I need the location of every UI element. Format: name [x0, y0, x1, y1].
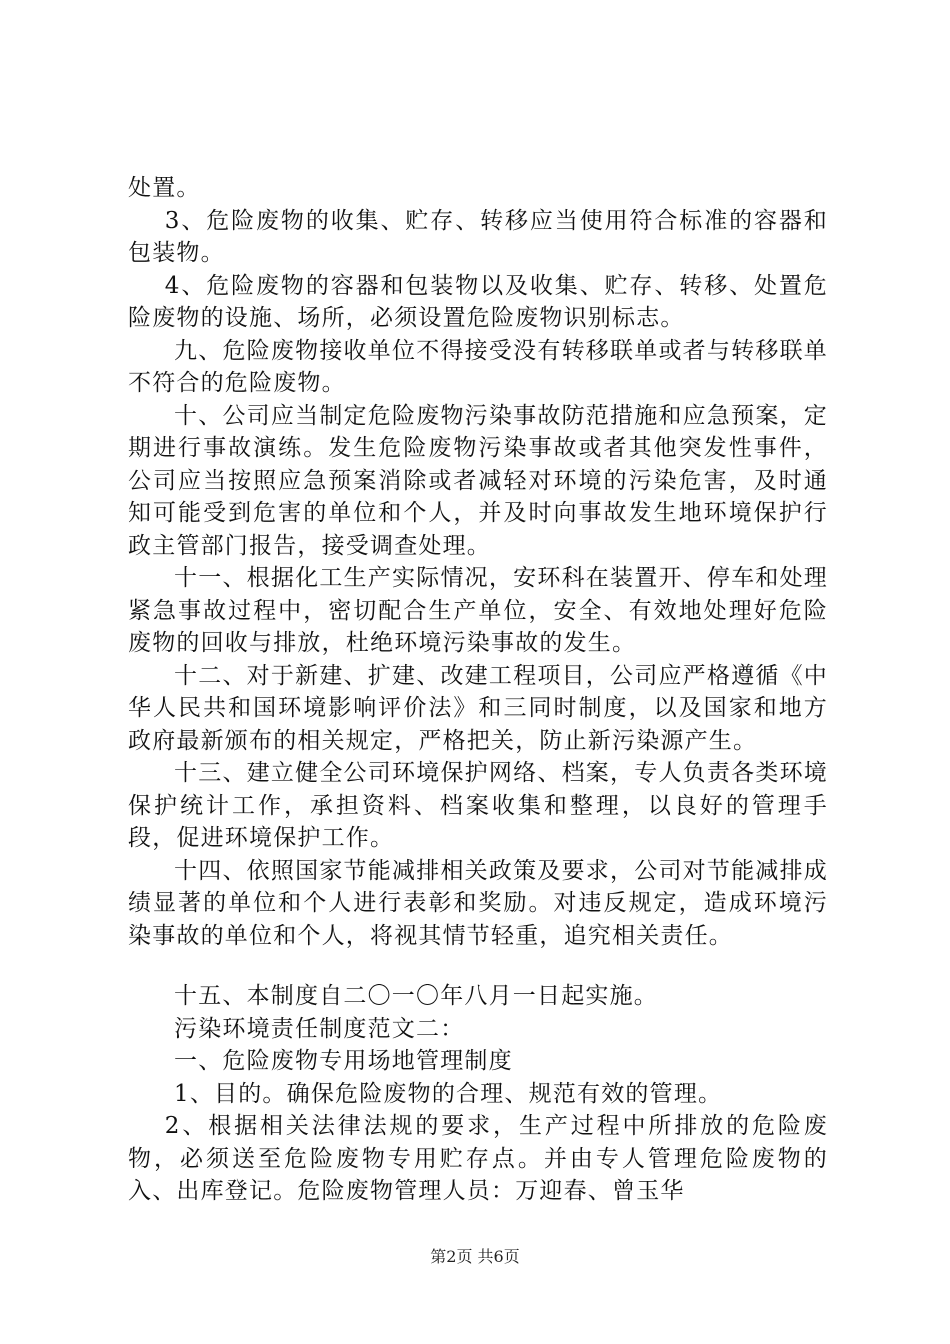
paragraph-clause-12: 十二、对于新建、扩建、改建工程项目，公司应严格遵循《中华人民共和国环境影响评价法》和三同时制度，以及国家和地方政府最新颁布的相关规定，严格把关，防止新污染源产生。 — [128, 662, 828, 754]
paragraph-clause-9: 九、危险废物接收单位不得接受没有转移联单或者与转移联单不符合的危险废物。 — [128, 337, 828, 396]
paragraph-clause-13: 十三、建立健全公司环境保护网络、档案，专人负责各类环境保护统计工作，承担资料、档案收集和整理，以良好的管理手段，促进环境保护工作。 — [128, 760, 828, 851]
document-body — [128, 172, 828, 1208]
paragraph-clause-11: 十一、根据化工生产实际情况，安环科在装置开、停车和处理紧急事故过程中，密切配合生产单位，安全、有效地处理好危险废物的回收与排放，杜绝环境污染事故的发生。 — [128, 565, 828, 656]
paragraph-item-3: 3、危险废物的收集、贮存、转移应当使用符合标准的容器和包装物。 — [128, 207, 828, 266]
section-heading-sample-two: 污染环境责任制度范文二： — [174, 1015, 465, 1042]
page-number-footer: 第2页 共6页 — [430, 1247, 520, 1266]
section-heading-storage-site: 一、危险废物专用场地管理制度 — [174, 1048, 513, 1074]
paragraph-requirements: 2、根据相关法律法规的要求，生产过程中所排放的危险废物，必须送至危险废物专用贮存点。并由专人管理危险废物的入、出库登记。危险废物管理人员：万迎春、曾玉华 — [128, 1113, 828, 1204]
paragraph-clause-15: 十五、本制度自二〇一〇年八月一日起实施。 — [174, 983, 658, 1009]
paragraph-continuation: 处置。 — [128, 175, 201, 201]
paragraph-purpose: 1、目的。确保危险废物的合理、规范有效的管理。 — [174, 1080, 723, 1107]
paragraph-clause-14: 十四、依照国家节能减排相关政策及要求，公司对节能减排成绩显著的单位和个人进行表彰和奖励。对违反规定，造成环境污染事故的单位和个人，将视其情节轻重，追究相关责任。 — [128, 857, 828, 949]
paragraph-clause-10: 十、公司应当制定危险废物污染事故防范措施和应急预案，定期进行事故演练。发生危险废物污染事故或者其他突发性事件，公司应当按照应急预案消除或者减轻对环境的污染危害，及时通知可能受到危害的单位和个人，并及时向事故发生地环境保护行政主管部门报告，接受调查处理。 — [128, 402, 828, 559]
paragraph-item-4: 4、危险废物的容器和包装物以及收集、贮存、转移、处置危险废物的设施、场所，必须设置危险废物识别标志。 — [128, 272, 828, 331]
